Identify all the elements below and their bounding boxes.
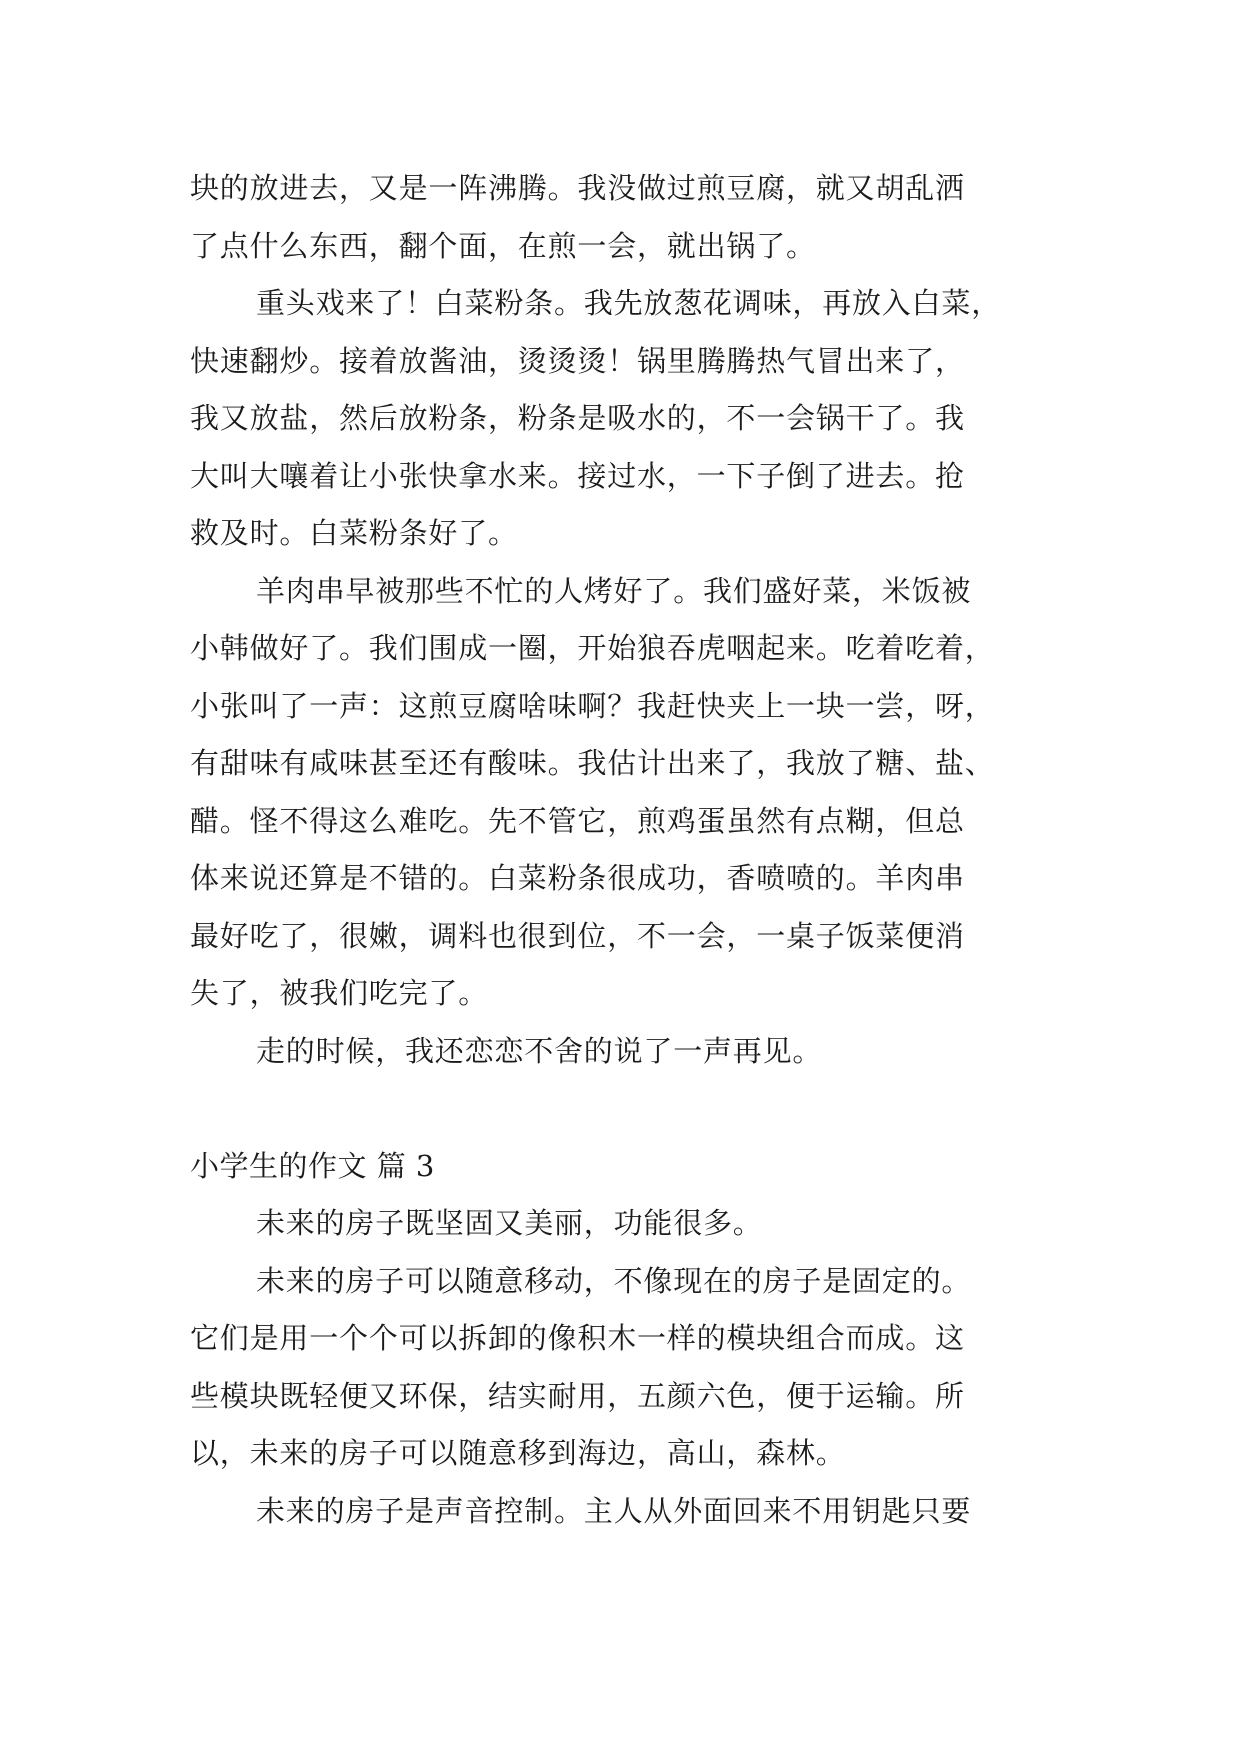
paragraph-line: 救及时。白菜粉条好了。 — [190, 516, 518, 550]
paragraph-line: 它们是用一个个可以拆卸的像积木一样的模块组合而成。这 — [190, 1321, 965, 1355]
paragraph-line: 羊肉串早被那些不忙的人烤好了。我们盛好菜，米饭被 — [256, 573, 972, 608]
paragraph-line: 失了，被我们吃完了。 — [190, 976, 489, 1010]
paragraph-line: 小韩做好了。我们围成一圈，开始狼吞虎咽起来。吃着吃着， — [190, 631, 995, 665]
paragraph-line: 了点什么东西，翻个面，在煎一会，就出锅了。 — [190, 228, 816, 263]
paragraph-line: 最好吃了，很嫩，调料也很到位，不一会，一桌子饭菜便消 — [190, 918, 965, 953]
paragraph-line: 小张叫了一声：这煎豆腐啥味啊？我赶快夹上一块一尝，呀， — [190, 688, 995, 723]
paragraph-line: 大叫大嚷着让小张快拿水来。接过水，一下子倒了进去。抢 — [190, 458, 965, 493]
paragraph-line: 未来的房子可以随意移动，不像现在的房子是固定的。 — [256, 1263, 972, 1298]
section-heading: 小学生的作文 篇 3 — [190, 1148, 435, 1183]
paragraph-line: 体来说还算是不错的。白菜粉条很成功，香喷喷的。羊肉串 — [190, 861, 965, 895]
paragraph-line: 未来的房子既坚固又美丽，功能很多。 — [256, 1206, 763, 1240]
paragraph-line: 以，未来的房子可以随意移到海边，高山，森林。 — [190, 1436, 846, 1470]
paragraph-line: 有甜味有咸味甚至还有酸味。我估计出来了，我放了糖、盐、 — [190, 746, 995, 780]
section-spacer — [190, 1080, 1070, 1138]
document-body — [190, 160, 1070, 1540]
paragraph-line: 未来的房子是声音控制。主人从外面回来不用钥匙只要 — [256, 1493, 972, 1528]
paragraph-line: 重头戏来了！白菜粉条。我先放葱花调味，再放入白菜， — [256, 286, 1002, 320]
paragraph-line: 快速翻炒。接着放酱油，烫烫烫！锅里腾腾热气冒出来了， — [190, 343, 965, 378]
paragraph-line: 我又放盐，然后放粉条，粉条是吸水的，不一会锅干了。我 — [190, 401, 965, 435]
paragraph-line: 走的时候，我还恋恋不舍的说了一声再见。 — [256, 1033, 823, 1068]
paragraph-line: 块的放进去，又是一阵沸腾。我没做过煎豆腐，就又胡乱洒 — [190, 171, 965, 205]
paragraph-line: 醋。怪不得这么难吃。先不管它，煎鸡蛋虽然有点糊，但总 — [190, 803, 965, 838]
paragraph-line: 些模块既轻便又环保，结实耐用，五颜六色，便于运输。所 — [190, 1378, 965, 1413]
